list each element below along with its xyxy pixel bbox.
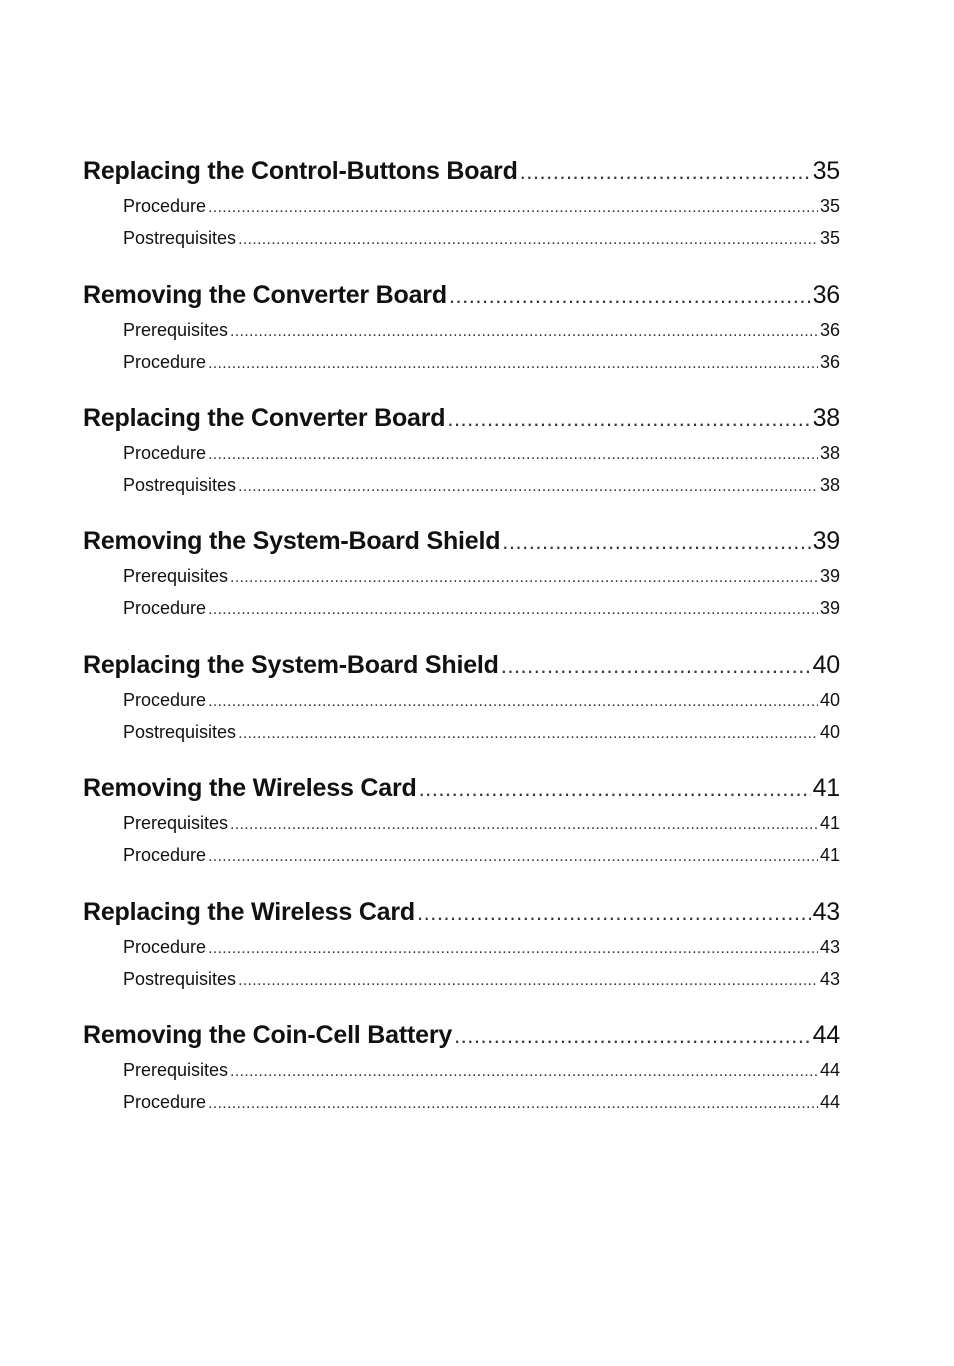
toc-heading-page: 35 — [812, 157, 840, 185]
toc-entry-title: Procedure — [123, 352, 207, 372]
dot-leader — [230, 809, 818, 839]
toc-entry-link[interactable] — [83, 1086, 840, 1118]
toc-entry-link[interactable] — [83, 222, 840, 254]
toc-heading-page: 43 — [812, 898, 840, 926]
toc-heading-title: Removing the Converter Board — [83, 281, 447, 309]
toc-entry-title: Procedure — [123, 1092, 207, 1112]
toc-heading-title: Replacing the System-Board Shield — [83, 651, 499, 679]
toc-entry-link[interactable] — [83, 560, 840, 592]
dot-leader — [449, 277, 811, 314]
dot-leader — [208, 933, 818, 963]
toc-entry-link[interactable] — [83, 716, 840, 748]
dot-leader — [501, 647, 811, 684]
toc-entry-link[interactable] — [83, 190, 840, 222]
toc-entry-title: Procedure — [123, 845, 207, 865]
toc-entry-link[interactable] — [83, 469, 840, 501]
dot-leader — [238, 718, 818, 748]
toc-heading-page: 41 — [812, 774, 840, 802]
toc-chapter — [83, 1016, 840, 1139]
toc-entry-title: Procedure — [123, 690, 207, 710]
toc-heading-link[interactable] — [83, 399, 840, 437]
toc-entry-page: 44 — [819, 1060, 840, 1080]
dot-leader — [230, 1056, 818, 1086]
toc-chapter — [83, 769, 840, 893]
toc-entry-page: 41 — [819, 813, 840, 833]
toc-entry-page: 43 — [819, 969, 840, 989]
dot-leader — [447, 400, 810, 437]
toc-entry-title: Procedure — [123, 196, 207, 216]
toc-heading-link[interactable] — [83, 276, 840, 314]
toc-entry-title: Prerequisites — [123, 813, 229, 833]
toc-entry-page: 38 — [819, 475, 840, 495]
toc-entry-link[interactable] — [83, 839, 840, 871]
toc-heading-title: Removing the Coin-Cell Battery — [83, 1021, 453, 1049]
dot-leader — [417, 894, 811, 931]
toc-entry-link[interactable] — [83, 346, 840, 378]
toc-entry-page: 40 — [819, 722, 840, 742]
dot-leader — [238, 471, 818, 501]
toc-heading-title: Replacing the Converter Board — [83, 404, 446, 432]
dot-leader — [230, 562, 818, 592]
toc-entry-link[interactable] — [83, 592, 840, 624]
toc-heading-link[interactable] — [83, 1016, 840, 1054]
toc-entry-page: 36 — [819, 352, 840, 372]
toc-list — [83, 152, 840, 1139]
toc-heading-link[interactable] — [83, 522, 840, 560]
toc-entry-page: 39 — [819, 598, 840, 618]
toc-entry-title: Postrequisites — [123, 969, 237, 989]
toc-heading-page: 36 — [812, 281, 840, 309]
toc-entry-page: 40 — [819, 690, 840, 710]
toc-entry-title: Prerequisites — [123, 566, 229, 586]
toc-heading-title: Replacing the Control-Buttons Board — [83, 157, 518, 185]
toc-entry-page: 35 — [819, 228, 840, 248]
toc-entry-title: Postrequisites — [123, 722, 237, 742]
toc-entry-link[interactable] — [83, 314, 840, 346]
toc-entry-page: 36 — [819, 320, 840, 340]
dot-leader — [419, 770, 811, 807]
toc-heading-page: 39 — [812, 527, 840, 555]
dot-leader — [238, 224, 818, 254]
toc-heading-link[interactable] — [83, 769, 840, 807]
toc-entry-link[interactable] — [83, 684, 840, 716]
toc-entry-page: 35 — [819, 196, 840, 216]
toc-entry-title: Procedure — [123, 598, 207, 618]
toc-entry-page: 41 — [819, 845, 840, 865]
dot-leader — [208, 686, 818, 716]
toc-heading-title: Replacing the Wireless Card — [83, 898, 415, 926]
toc-heading-link[interactable] — [83, 893, 840, 931]
toc-chapter — [83, 399, 840, 522]
toc-entry-title: Prerequisites — [123, 1060, 229, 1080]
toc-entry-link[interactable] — [83, 963, 840, 995]
dot-leader — [208, 594, 818, 624]
dot-leader — [208, 192, 818, 222]
dot-leader — [208, 439, 818, 469]
dot-leader — [230, 316, 818, 346]
dot-leader — [454, 1017, 811, 1054]
toc-heading-page: 44 — [812, 1021, 840, 1049]
toc-heading-link[interactable] — [83, 646, 840, 684]
dot-leader — [208, 841, 818, 871]
toc-heading-title: Removing the Wireless Card — [83, 774, 417, 802]
dot-leader — [238, 965, 818, 995]
toc-entry-link[interactable] — [83, 437, 840, 469]
toc-entry-link[interactable] — [83, 1054, 840, 1086]
toc-entry-page: 39 — [819, 566, 840, 586]
toc-entry-title: Prerequisites — [123, 320, 229, 340]
toc-heading-page: 40 — [812, 651, 840, 679]
toc-entry-title: Procedure — [123, 937, 207, 957]
toc-entry-page: 44 — [819, 1092, 840, 1112]
dot-leader — [520, 153, 811, 190]
toc-chapter — [83, 522, 840, 646]
toc-entry-link[interactable] — [83, 931, 840, 963]
dot-leader — [208, 348, 818, 378]
toc-heading-link[interactable] — [83, 152, 840, 190]
toc-entry-page: 38 — [819, 443, 840, 463]
toc-entry-link[interactable] — [83, 807, 840, 839]
dot-leader — [208, 1088, 818, 1118]
toc-heading-title: Removing the System-Board Shield — [83, 527, 501, 555]
toc-chapter — [83, 276, 840, 399]
dot-leader — [502, 523, 810, 560]
toc-entry-title: Postrequisites — [123, 228, 237, 248]
toc-entry-title: Procedure — [123, 443, 207, 463]
toc-heading-page: 38 — [812, 404, 840, 432]
toc-chapter — [83, 152, 840, 276]
toc-entry-page: 43 — [819, 937, 840, 957]
toc-chapter — [83, 646, 840, 769]
toc-entry-title: Postrequisites — [123, 475, 237, 495]
toc-chapter — [83, 893, 840, 1016]
